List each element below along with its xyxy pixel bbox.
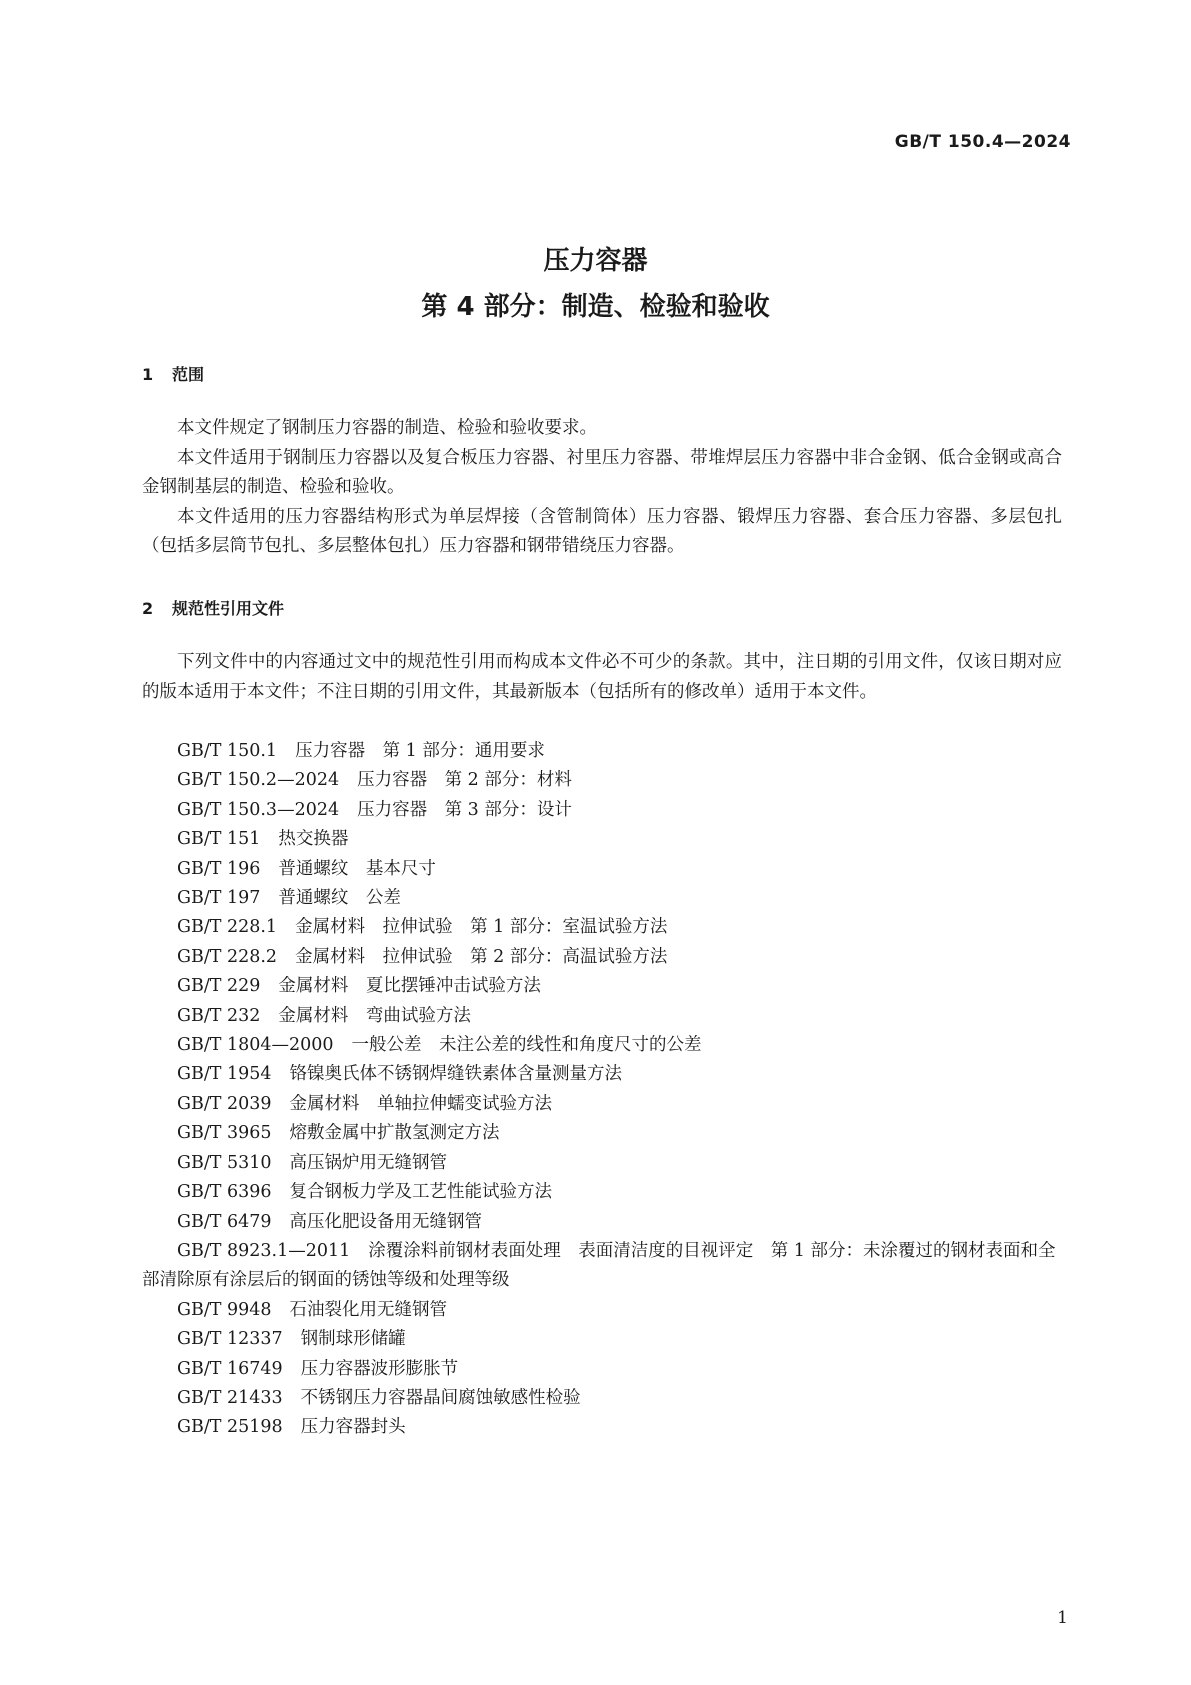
reference-code: GB/T 150.1 [177, 741, 278, 761]
reference-item [142, 1208, 1062, 1237]
reference-item [142, 796, 1062, 825]
reference-code: GB/T 1804—2000 [177, 1035, 334, 1056]
section-2-intro-paragraph: 下列文件中的内容通过文中的规范性引用而构成本文件必不可少的条款。其中，注日期的引用文件，仅该日期对应的版本适用于本文件；不注日期的引用文件，其最新版本（包括所有的修改单）适用于本文件。 [142, 652, 1062, 702]
title-line-2: 第 4 部分：制造、检验和验收 [421, 292, 770, 322]
reference-title: 石油裂化用无缝钢管 [289, 1299, 448, 1320]
reference-code: GB/T 25198 [177, 1417, 283, 1438]
reference-code: GB/T 150.2—2024 [177, 770, 340, 791]
section-1-heading [142, 362, 204, 385]
reference-code: GB/T 8923.1—2011 [177, 1240, 351, 1261]
reference-title: 压力容器波形膨胀节 [300, 1358, 459, 1379]
section-2-number: 2 [142, 599, 154, 618]
reference-title: 高压锅炉用无缝钢管 [289, 1152, 448, 1173]
section-1-paragraph: 本文件规定了钢制压力容器的制造、检验和验收要求。 [177, 418, 597, 438]
document-title [0, 238, 1191, 330]
reference-code: GB/T 228.2 [177, 946, 278, 967]
reference-title: 钢制球形储罐 [300, 1329, 406, 1350]
reference-item [142, 766, 1062, 795]
reference-code: GB/T 197 [177, 888, 261, 909]
reference-title: 高压化肥设备用无缝钢管 [289, 1211, 483, 1232]
reference-title: 压力容器封头 [300, 1417, 406, 1438]
section-2-intro [142, 648, 1062, 707]
title-line-1: 压力容器 [543, 246, 648, 276]
section-2-heading [142, 596, 284, 619]
reference-item [142, 1237, 1062, 1296]
reference-item [142, 972, 1062, 1001]
reference-code: GB/T 3965 [177, 1123, 272, 1144]
reference-title: 金属材料 单轴拉伸蠕变试验方法 [289, 1093, 553, 1114]
reference-title: 铬镍奥氏体不锈钢焊缝铁素体含量测量方法 [289, 1064, 623, 1085]
reference-title: 普通螺纹 公差 [278, 888, 401, 909]
reference-code: GB/T 232 [177, 1005, 261, 1026]
reference-code: GB/T 1954 [177, 1064, 272, 1085]
reference-code: GB/T 229 [177, 976, 261, 997]
reference-item [142, 1296, 1062, 1325]
reference-item [142, 1384, 1062, 1413]
reference-list [142, 737, 1062, 1443]
reference-code: GB/T 9948 [177, 1299, 272, 1320]
reference-title: 压力容器 第 3 部分：设计 [357, 799, 572, 820]
reference-item [142, 1325, 1062, 1354]
reference-item [142, 1060, 1062, 1089]
section-1-body [142, 414, 1062, 562]
reference-item [142, 1002, 1062, 1031]
reference-item [142, 1031, 1062, 1060]
reference-item [142, 1119, 1062, 1148]
reference-code: GB/T 21433 [177, 1387, 283, 1408]
reference-title: 金属材料 夏比摆锤冲击试验方法 [278, 976, 541, 997]
reference-code: GB/T 16749 [177, 1358, 283, 1379]
section-1-paragraph: 本文件适用的压力容器结构形式为单层焊接（含管制筒体）压力容器、锻焊压力容器、套合压力容器、多层包扎（包括多层筒节包扎、多层整体包扎）压力容器和钢带错绕压力容器。 [142, 506, 1062, 556]
reference-item [142, 884, 1062, 913]
reference-title: 涂覆涂料前钢材表面处理 表面清洁度的目视评定 第 1 部分：未涂覆过的钢材表面和全部清除原有涂层后的钢面的锈蚀等级和处理等级 [142, 1240, 1056, 1291]
reference-title: 金属材料 拉伸试验 第 2 部分：高温试验方法 [295, 946, 668, 967]
reference-code: GB/T 196 [177, 858, 261, 879]
reference-code: GB/T 228.1 [177, 917, 278, 938]
section-1-number: 1 [142, 365, 154, 384]
reference-item [142, 1178, 1062, 1207]
reference-title: 压力容器 第 2 部分：材料 [357, 770, 572, 791]
reference-code: GB/T 6479 [177, 1211, 272, 1232]
reference-title: 一般公差 未注公差的线性和角度尺寸的公差 [351, 1035, 702, 1056]
reference-item [142, 1149, 1062, 1178]
reference-item [142, 1355, 1062, 1384]
reference-title: 热交换器 [278, 829, 349, 850]
reference-code: GB/T 151 [177, 829, 261, 850]
reference-title: 普通螺纹 基本尺寸 [278, 858, 436, 879]
reference-title: 金属材料 拉伸试验 第 1 部分：室温试验方法 [295, 917, 668, 938]
page-number: 1 [1057, 1608, 1068, 1628]
reference-title: 不锈钢压力容器晶间腐蚀敏感性检验 [300, 1387, 581, 1408]
reference-title: 熔敷金属中扩散氢测定方法 [289, 1123, 500, 1144]
reference-item [142, 1090, 1062, 1119]
section-2-title: 规范性引用文件 [172, 599, 285, 618]
reference-title: 金属材料 弯曲试验方法 [278, 1005, 471, 1026]
reference-code: GB/T 150.3—2024 [177, 799, 340, 820]
reference-title: 复合钢板力学及工艺性能试验方法 [289, 1182, 553, 1203]
reference-item [142, 855, 1062, 884]
section-1-paragraph: 本文件适用于钢制压力容器以及复合板压力容器、衬里压力容器、带堆焊层压力容器中非合金钢、低合金钢或高合金钢制基层的制造、检验和验收。 [142, 447, 1062, 497]
reference-code: GB/T 2039 [177, 1093, 272, 1114]
section-1-title: 范围 [172, 365, 205, 384]
reference-code: GB/T 12337 [177, 1329, 283, 1350]
reference-item [142, 825, 1062, 854]
reference-item [142, 943, 1062, 972]
reference-code: GB/T 6396 [177, 1182, 272, 1203]
standard-code: GB/T 150.4—2024 [894, 132, 1071, 152]
reference-item [142, 737, 1062, 766]
reference-item [142, 1413, 1062, 1442]
reference-code: GB/T 5310 [177, 1152, 272, 1173]
reference-title: 压力容器 第 1 部分：通用要求 [295, 741, 545, 761]
reference-item [142, 913, 1062, 942]
